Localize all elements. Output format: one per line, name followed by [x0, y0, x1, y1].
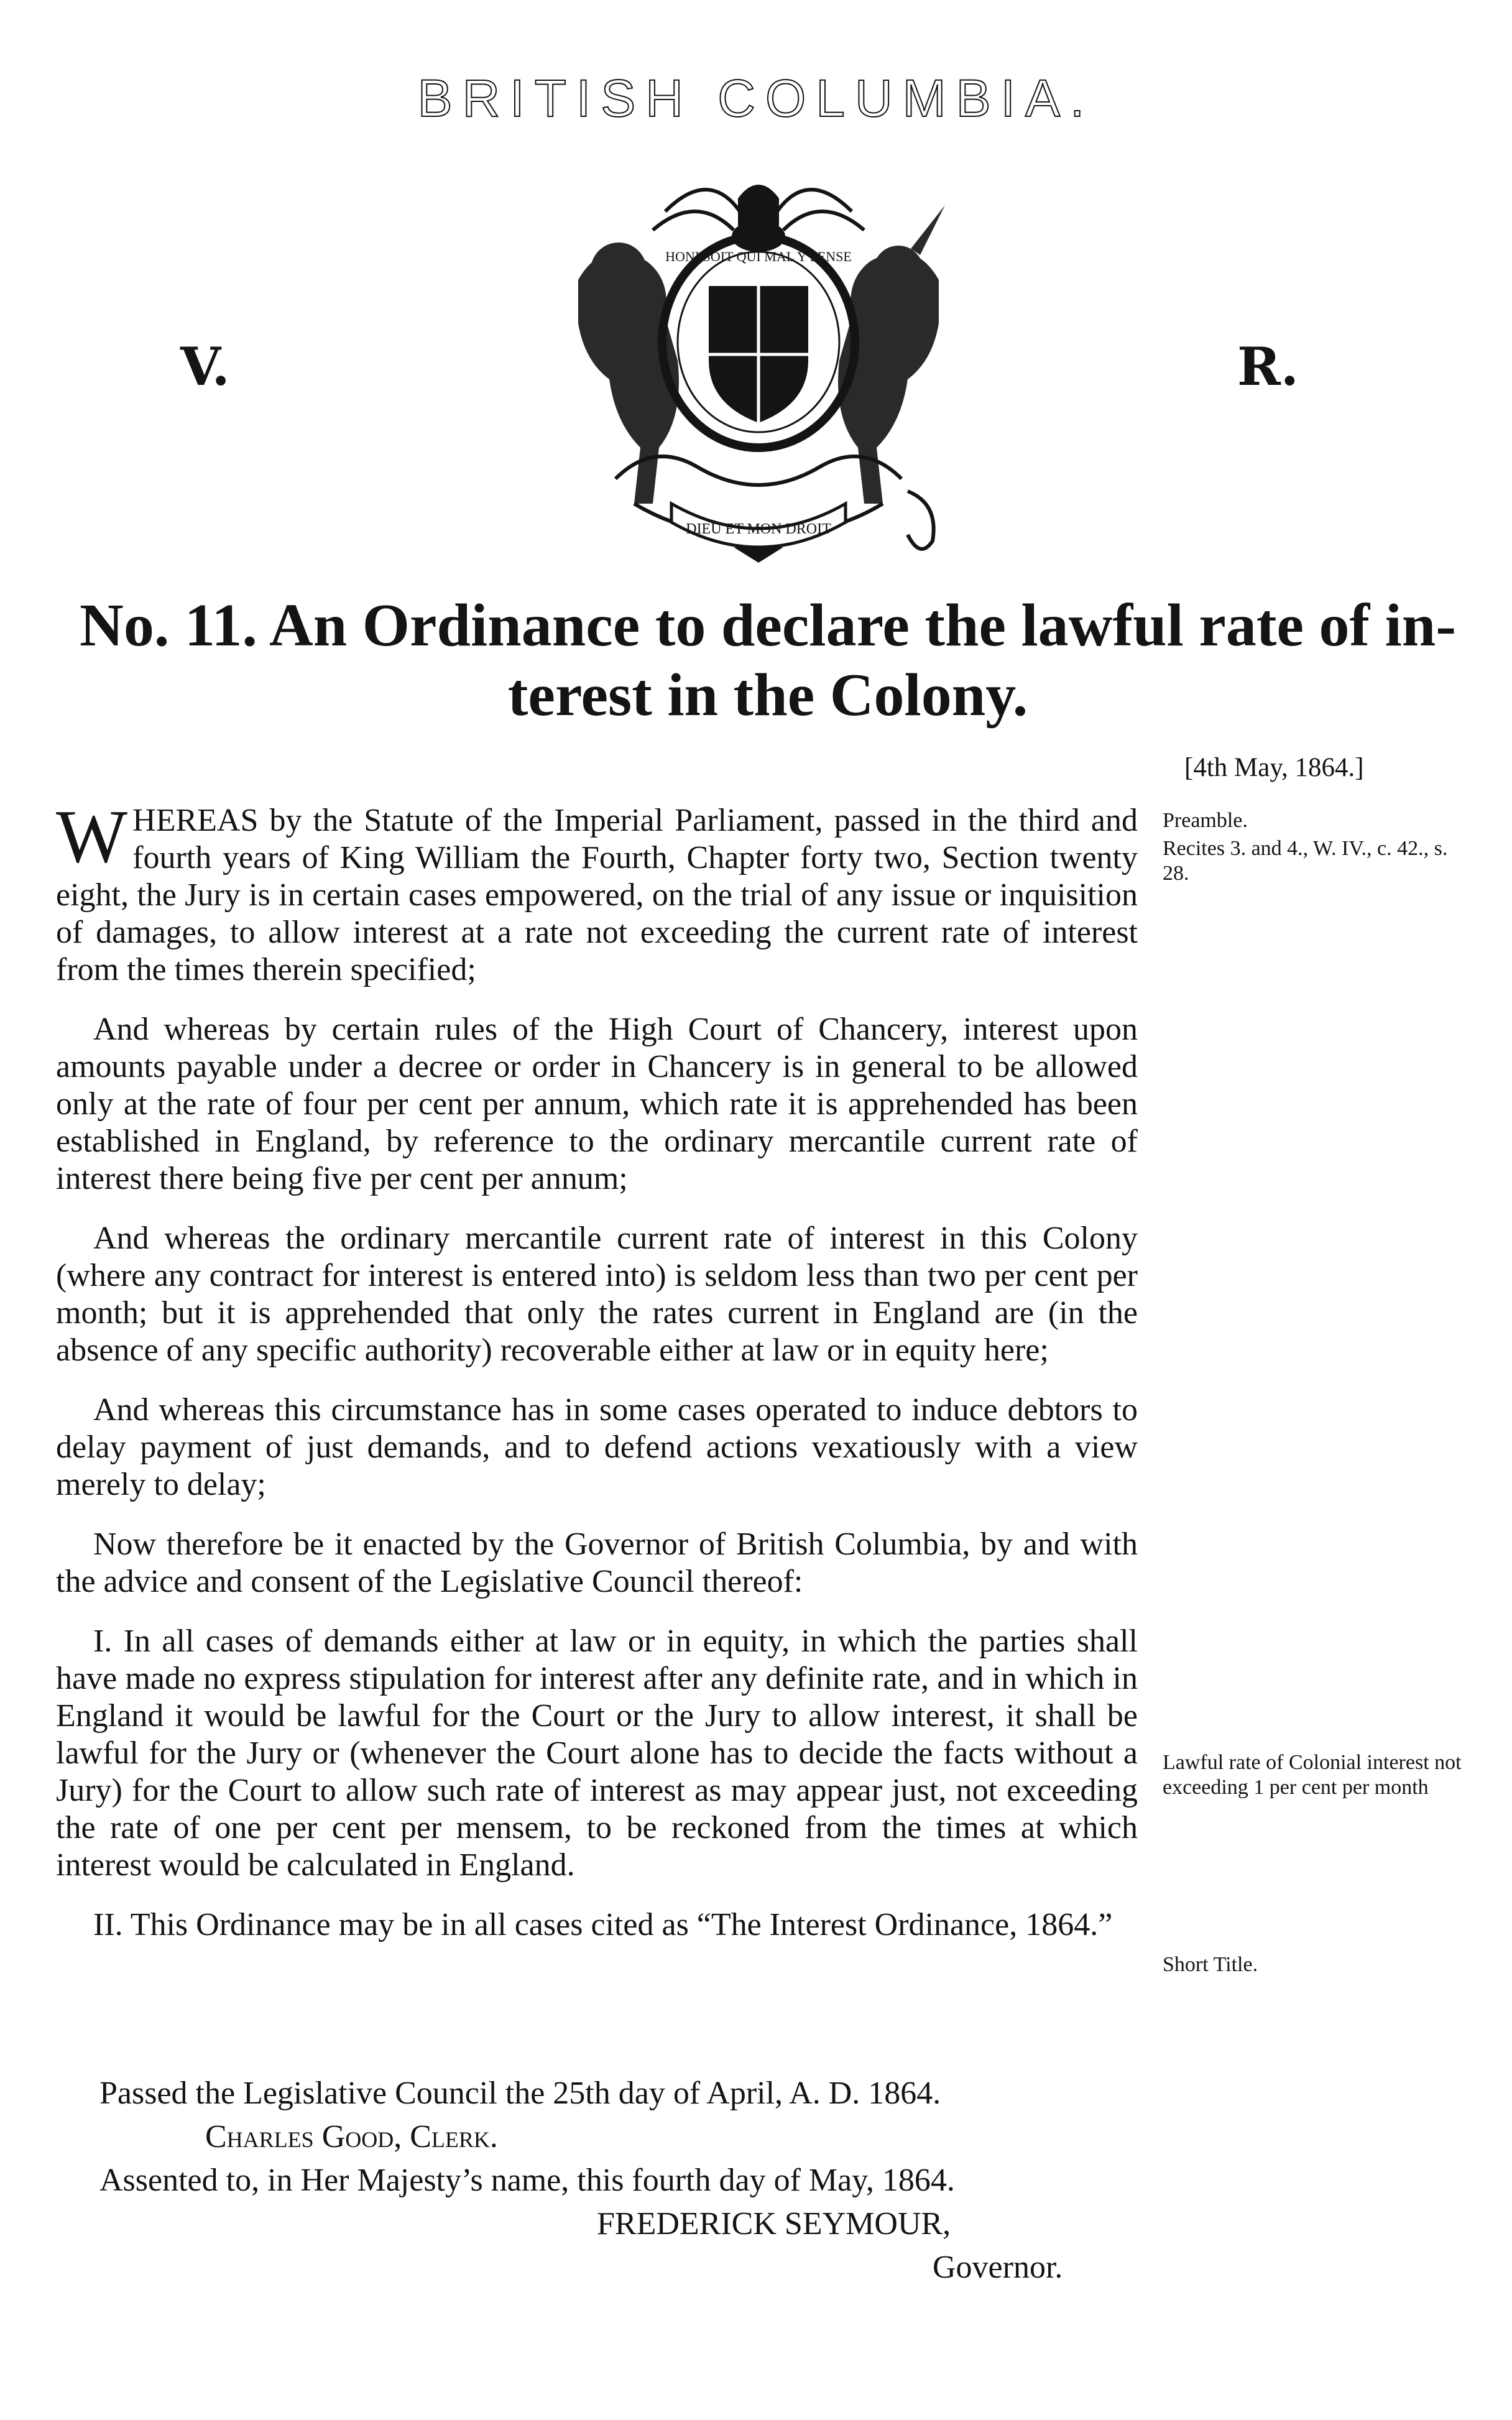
royal-initial-v: V. — [180, 336, 230, 397]
royal-motto: DIEU ET MON DROIT — [686, 521, 831, 537]
ordinance-title — [56, 591, 1480, 730]
section-2: II. This Ordinance may be in all cases cited as “The Interest Ordinance, 1864.” — [93, 1907, 1113, 1942]
margin-note-short-title: Short Title. — [1163, 1953, 1258, 1976]
passed-legislative-council: Passed the Legislative Council the 25th day of April, A. D. 1864. — [99, 2076, 941, 2111]
margin-note-lawful-rate: Lawful rate of Colonial interest not exceeding 1 per cent per month — [1163, 1751, 1462, 1799]
section-1: I. In all cases of demands either at law or in equity, in which the parties shall have made no express stipulation for interest after any definite rate, and in which in England it would be lawful for the Court or the Jury to allow interest, it shall be lawful for the Jury or (whenever the Court alone has to decide the facts without a Jury) for the Court to allow such rate of interest as may appear just, not exceeding the rate of one per cent per mensem, to be reckoned from the times at which interest would be calculated in England. — [56, 1623, 1138, 1883]
assent-statement: Assented to, in Her Majesty’s name, this fourth day of May, 1864. — [99, 2163, 955, 2198]
preamble-paragraph-4: And whereas this circumstance has in some cases operated to induce debtors to delay payment of just demands, and to defend actions vexatiously with a view merely to delay; — [56, 1392, 1138, 1502]
enacting-clause: Now therefore be it enacted by the Governor of British Columbia, by and with the advice and consent of the Legislative Council thereof: — [56, 1526, 1138, 1599]
margin-note-preamble: Preamble. — [1163, 809, 1248, 832]
ordinance-body — [56, 795, 1138, 1966]
garter-motto: HONI SOIT QUI MAL Y PENSE — [665, 249, 852, 264]
preamble-paragraph-1 — [56, 795, 1138, 989]
clerk-signature: Charles Good, Clerk. — [205, 2119, 498, 2154]
preamble-paragraph-3: And whereas the ordinary mercantile current rate of interest in this Colony (where any contract for interest is entered into) is seldom less than two per cent per month; but it is apprehended that only the rates current in England are (in the absence of any specific authority) recoverable either at law or in equity here; — [56, 1221, 1138, 1368]
royal-coat-of-arms-icon — [510, 155, 1007, 566]
royal-initial-r: R. — [1237, 336, 1299, 397]
governor-title: Governor. — [933, 2250, 1063, 2285]
dropcap: W — [56, 795, 128, 879]
margin-note-recites: Recites 3. and 4., W. IV., c. 42., s. 28. — [1163, 837, 1448, 885]
ordinance-title-line1: No. 11. An Ordinance to declare the lawful rate of in- — [80, 592, 1456, 659]
ordinance-title-line2: terest in the Colony. — [507, 662, 1028, 729]
ordinance-date: [4th May, 1864.] — [1184, 753, 1364, 782]
colony-heading: BRITISH COLUMBIA. — [417, 69, 1095, 127]
preamble-text-1: HEREAS by the Statute of the Imperial Parliament, passed in the third and fourth years of King William the Fourth, Chapter forty two, Section twenty eight, the Jury is in certain cases empowered, on the trial of any issue or inquisition of damages, to allow interest at a rate not exceeding the current rate of interest from the times therein specified; — [56, 803, 1138, 987]
preamble-paragraph-2: And whereas by certain rules of the High Court of Chancery, interest upon amounts payable under a decree or order in Chancery is in general to be allowed only at the rate of four per cent per annum, which rate it is apprehended has been established in England, by reference to the ordinary mercantile current rate of interest there being five per cent per annum; — [56, 1012, 1138, 1196]
governor-name: FREDERICK SEYMOUR, — [597, 2206, 951, 2242]
